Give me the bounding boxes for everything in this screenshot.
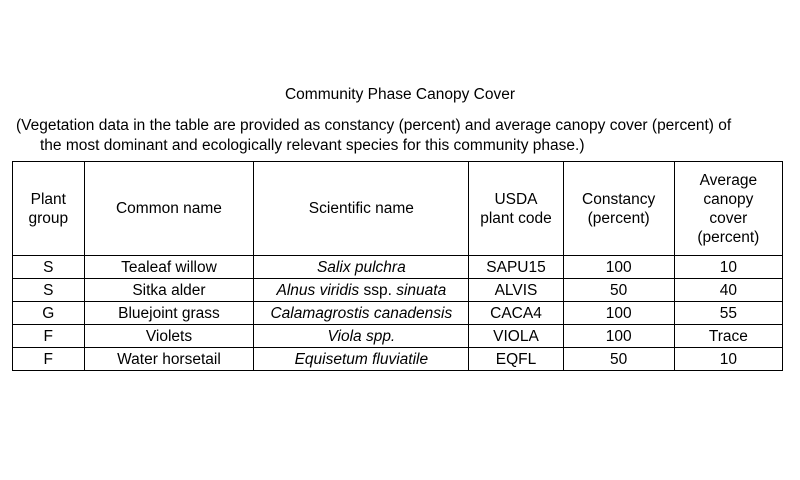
cell-common-name: Water horsetail — [84, 348, 254, 371]
table-note — [16, 116, 800, 156]
cell-scientific-name: Calamagrostis canadensis — [254, 302, 469, 325]
cell-scientific-name: Equisetum fluviatile — [254, 348, 469, 371]
cell-plant-group: S — [13, 279, 85, 302]
header-common-name: Common name — [84, 162, 254, 256]
cell-constancy: 100 — [563, 256, 674, 279]
cell-constancy: 50 — [563, 348, 674, 371]
cell-usda-code: ALVIS — [469, 279, 563, 302]
cell-common-name: Tealeaf willow — [84, 256, 254, 279]
header-usda-code: USDA plant code — [469, 162, 563, 256]
table-title: Community Phase Canopy Cover — [284, 86, 516, 103]
cell-common-name: Violets — [84, 325, 254, 348]
cell-plant-group: S — [13, 256, 85, 279]
header-average-cover: Average canopy cover (percent) — [674, 162, 782, 256]
table-row — [13, 279, 783, 302]
cell-average-cover: 55 — [674, 302, 782, 325]
header-plant-group: Plant group — [13, 162, 85, 256]
cell-constancy: 100 — [563, 302, 674, 325]
cell-constancy: 50 — [563, 279, 674, 302]
cell-common-name: Sitka alder — [84, 279, 254, 302]
cell-usda-code: CACA4 — [469, 302, 563, 325]
table-row — [13, 256, 783, 279]
cell-scientific-name: Viola spp. — [254, 325, 469, 348]
cell-plant-group: F — [13, 325, 85, 348]
header-constancy: Constancy (percent) — [563, 162, 674, 256]
cell-average-cover: 10 — [674, 256, 782, 279]
cell-usda-code: SAPU15 — [469, 256, 563, 279]
cell-plant-group: F — [13, 348, 85, 371]
cell-common-name: Bluejoint grass — [84, 302, 254, 325]
cell-average-cover: 10 — [674, 348, 782, 371]
cell-constancy: 100 — [563, 325, 674, 348]
cell-usda-code: EQFL — [469, 348, 563, 371]
cell-scientific-name: Salix pulchra — [254, 256, 469, 279]
cell-usda-code: VIOLA — [469, 325, 563, 348]
note-line-2: the most dominant and ecologically relevant species for this community phase.) — [40, 137, 585, 154]
note-line-1: (Vegetation data in the table are provided as constancy (percent) and average canopy cover (percent) of — [16, 117, 732, 134]
cell-average-cover: Trace — [674, 325, 782, 348]
header-row — [13, 162, 783, 256]
cell-plant-group: G — [13, 302, 85, 325]
cell-scientific-name: Alnus viridis ssp. sinuata — [254, 279, 469, 302]
table-row — [13, 348, 783, 371]
table-row — [13, 302, 783, 325]
canopy-cover-table — [12, 161, 783, 371]
cell-average-cover: 40 — [674, 279, 782, 302]
header-scientific-name: Scientific name — [254, 162, 469, 256]
table-row — [13, 325, 783, 348]
